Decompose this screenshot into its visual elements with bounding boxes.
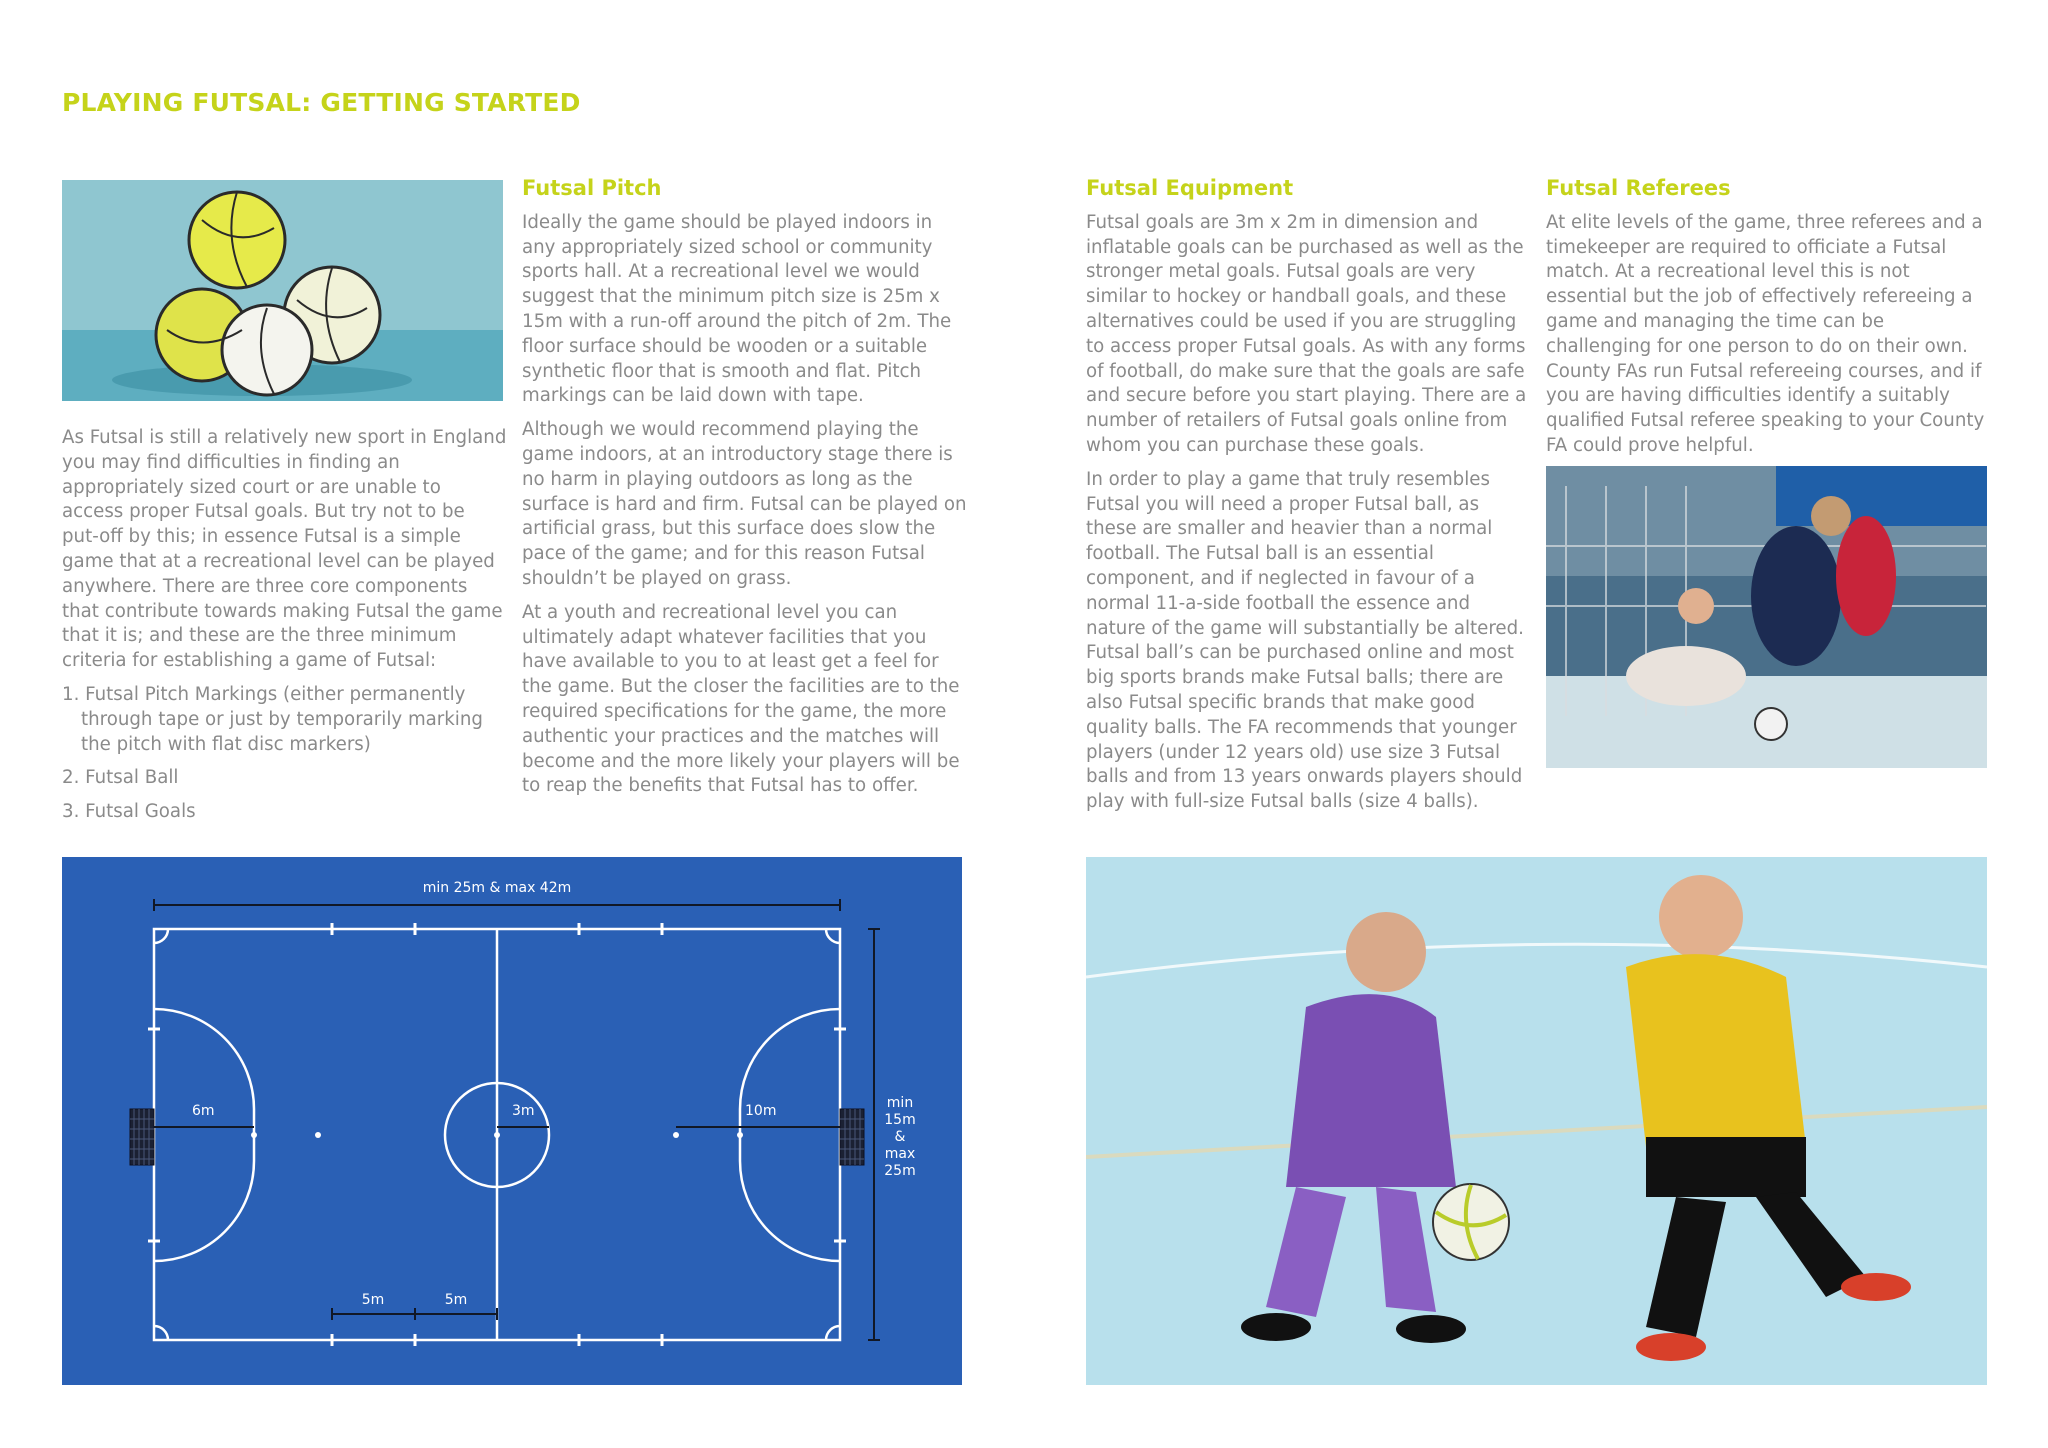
length-label: min 25m & max 42m (422, 880, 572, 896)
pitch-paragraph: Ideally the game should be played indoors in any appropriately sized school or community sports hall. At a recreational level we would suggest that the minimum pitch size is 25m x 15m with a run-off around the pitch of 2m. The floor surface should be wooden or a suitable synthetic floor that is smooth and flat. Pitch markings can be laid down with tape. (522, 211, 952, 407)
list-item: 3. Futsal Goals (62, 801, 196, 823)
centre-circle-label: 3m (512, 1103, 535, 1119)
width-label-line: 25m (884, 1163, 916, 1179)
page-title: PLAYING FUTSAL: GETTING STARTED (62, 88, 581, 117)
referees-column (1546, 176, 1991, 468)
equipment-paragraph: Futsal goals are 3m x 2m in dimension and inflatable goals can be purchased as well as the stronger metal goals. Futsal goals are very similar to hockey or handball goals, and these alternatives could be used if you are struggling to access proper Futsal goals. As with any forms of football, do make sure that the goals are safe and secure before you start playing. There are a number of retailers of Futsal goals online from whom you can purchase these goals. (1086, 211, 1527, 456)
pitch-column (522, 176, 967, 808)
goalkeeper-photo (1546, 466, 1987, 768)
width-label-line: 15m (884, 1112, 916, 1128)
players-action-photo (1086, 857, 1987, 1385)
list-item: 1. Futsal Pitch Markings (either permanently through tape or just by temporarily marking the pitch with flat disc markers) (62, 683, 483, 755)
equipment-column (1086, 176, 1531, 824)
criteria-list (62, 683, 507, 825)
width-label-line: min (886, 1095, 914, 1111)
pitch-heading: Futsal Pitch (522, 176, 662, 200)
list-item: 2. Futsal Ball (62, 767, 179, 789)
pitch-paragraph: Although we would recommend playing the game indoors, at an introductory stage there is no harm in playing outdoors as long as the surface is hard and firm. Futsal can be played on artificial grass, but this surface does slow the pace of the game; and for this reason Futsal shouldn’t be played on grass. (522, 419, 967, 589)
width-label-line: & (894, 1129, 906, 1145)
width-label-line: max (884, 1146, 916, 1162)
intro-column (62, 426, 507, 834)
referees-paragraph: At elite levels of the game, three referees and a timekeeper are required to officiate a Futsal match. At a recreational level this is not essential but the job of effectively refereeing a game and managing the time can be challenging for one person to do on their own. County FAs run Futsal refereeing courses, and if you are having difficulties identify a suitably qualified Futsal referee speaking to your County FA could prove helpful. (1546, 211, 1985, 456)
second-penalty-label: 10m (745, 1103, 777, 1119)
equipment-heading: Futsal Equipment (1086, 176, 1294, 200)
intro-paragraph: As Futsal is still a relatively new sport in England you may find difficulties in finding an appropriately sized court or are unable to access proper Futsal goals. But try not to be put-off by this; in essence Futsal is a simple game that at a recreational level can be played anywhere. There are three core components that contribute towards making Futsal the game that it is; and these are the three minimum criteria for establishing a game of Futsal: (62, 427, 507, 672)
referees-heading: Futsal Referees (1546, 176, 1731, 200)
pitch-diagram (62, 857, 962, 1385)
penalty-area-label: 6m (192, 1103, 215, 1119)
sub-zone-label: 5m (444, 1292, 468, 1308)
equipment-paragraph: In order to play a game that truly resembles Futsal you will need a proper Futsal ball, as these are smaller and heavier than a normal football. The Futsal ball is an essential component, and if neglected in favour of a normal 11-a-side football the essence and nature of the game will substantially be altered. Futsal ball’s can be purchased online and most big sports brands make Futsal balls; there are also Futsal specific brands that make good quality balls. The FA recommends that younger players (under 12 years old) use size 3 Futsal balls and from 13 years onwards players should play with full-size Futsal balls (size 4 balls). (1086, 468, 1524, 813)
pitch-paragraph: At a youth and recreational level you can ultimately adapt whatever facilities that you have available to you to at least get a feel for the game. But the closer the facilities are to the required specifications for the game, the more authentic your practices and the matches will become and the more likely your players will be to reap the benefits that Futsal has to offer. (522, 601, 960, 797)
sub-zone-label: 5m (361, 1292, 385, 1308)
futsal-balls-photo (62, 180, 503, 401)
